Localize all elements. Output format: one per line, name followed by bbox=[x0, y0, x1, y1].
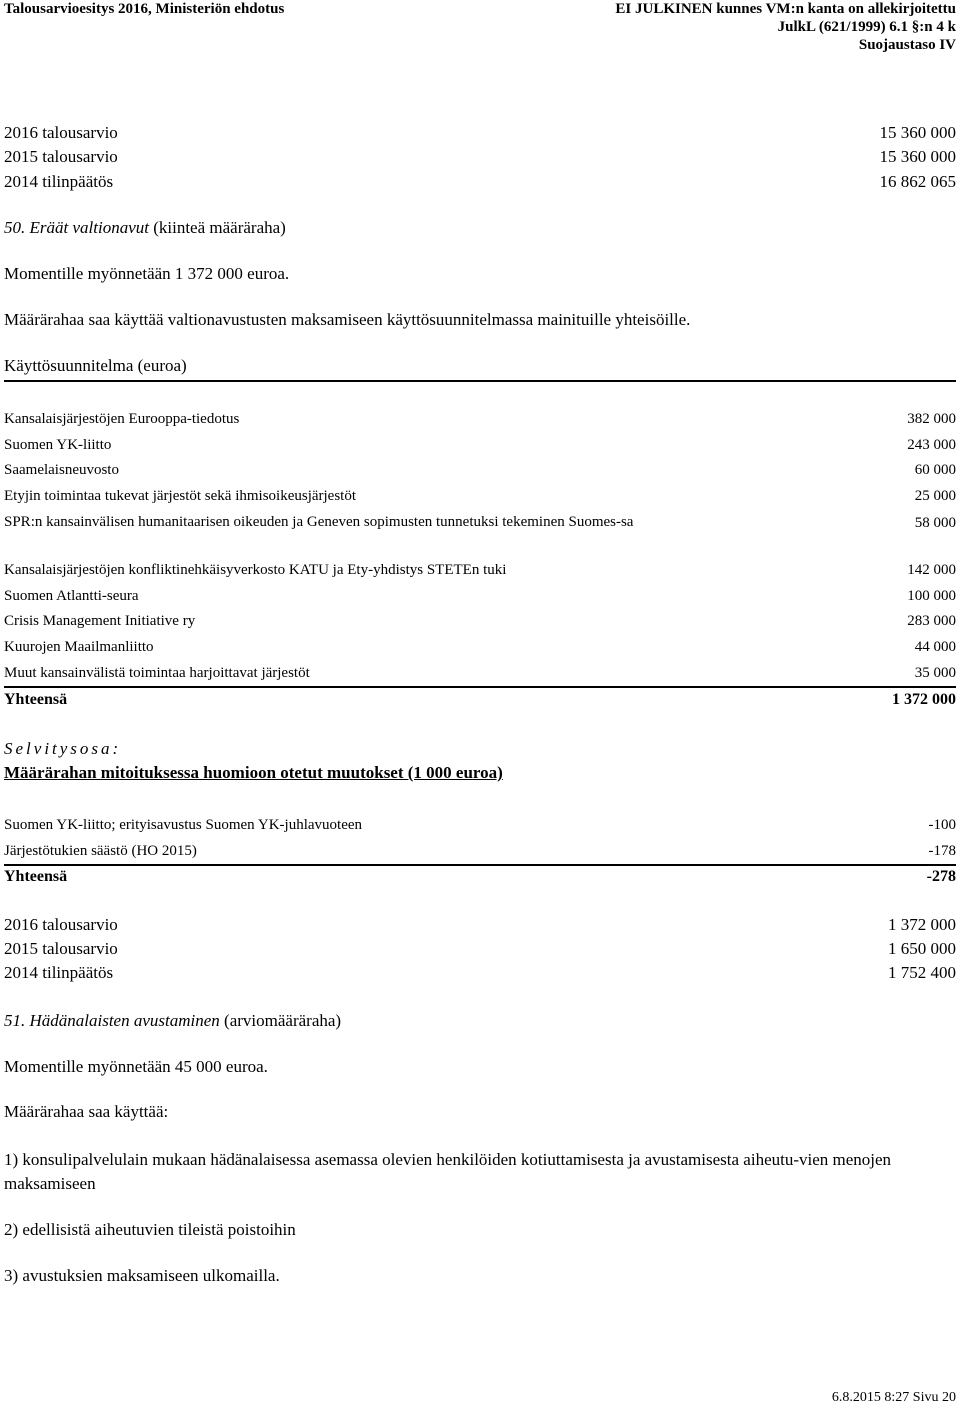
funding-value: 1 650 000 bbox=[888, 939, 956, 958]
plan-title: Käyttösuunnitelma (euroa) bbox=[4, 356, 187, 375]
plan-row-value: 44 000 bbox=[914, 639, 956, 655]
plan-row-value: 100 000 bbox=[907, 588, 956, 604]
section-51-usage-intro: Määrärahaa saa käyttää: bbox=[4, 1102, 169, 1121]
funding-value: 15 360 000 bbox=[879, 147, 956, 166]
plan-row bbox=[4, 459, 956, 481]
plan-row bbox=[4, 559, 956, 581]
changes-total-label: Yhteensä bbox=[4, 868, 68, 885]
section-50-title-name: 50. Eräät valtionavut bbox=[4, 218, 149, 237]
plan-row-value: 60 000 bbox=[914, 462, 956, 478]
plan-total-row bbox=[4, 689, 956, 711]
plan-row-value: 243 000 bbox=[907, 437, 956, 453]
plan-total-value: 1 372 000 bbox=[892, 691, 956, 708]
plan-row bbox=[4, 510, 956, 534]
plan-total-label: Yhteensä bbox=[4, 691, 68, 708]
plan-row-value: 382 000 bbox=[907, 411, 956, 427]
funding-row bbox=[4, 122, 956, 144]
plan-row-label: Muut kansainvälistä toimintaa harjoittavat järjestöt bbox=[4, 665, 310, 681]
plan-row-label: Suomen YK-liitto bbox=[4, 437, 112, 453]
funding-label: 2015 talousarvio bbox=[4, 147, 118, 166]
changes-total-value: -278 bbox=[926, 868, 956, 885]
document-title: Talousarvioesitys 2016, Ministeriön ehdotus bbox=[4, 1, 285, 17]
classification-line: Suojaustaso IV bbox=[858, 37, 956, 53]
funding-row bbox=[4, 146, 956, 168]
section-51-title-type: (arviomääräraha) bbox=[219, 1011, 342, 1030]
section-51-title-name: Hädänalaisten avustaminen bbox=[29, 1011, 220, 1030]
plan-row-label: Suomen Atlantti-seura bbox=[4, 588, 139, 604]
plan-row-value: 25 000 bbox=[914, 488, 956, 504]
changes-total-row bbox=[4, 866, 956, 888]
selvitysosa-heading: Selvitysosa: bbox=[4, 739, 122, 758]
funding-value: 16 862 065 bbox=[879, 172, 956, 191]
funding-value: 15 360 000 bbox=[879, 123, 956, 142]
plan-row-value: 283 000 bbox=[907, 613, 956, 629]
funding-value: 1 752 400 bbox=[888, 963, 956, 982]
classification-line: JulkL (621/1999) 6.1 §:n 4 k bbox=[777, 19, 956, 35]
plan-row-value: 142 000 bbox=[907, 562, 956, 578]
section-51-item: 1) konsulipalvelulain mukaan hädänalaisessa asemassa olevien henkilöiden kotiuttamisesta ja avustamisesta aiheutu-vien menojen maksamiseen bbox=[4, 1150, 892, 1193]
funding-row bbox=[4, 962, 956, 984]
funding-row bbox=[4, 938, 956, 960]
changes-row-value: -178 bbox=[928, 843, 956, 859]
plan-row-label: Saamelaisneuvosto bbox=[4, 462, 119, 478]
plan-row bbox=[4, 662, 956, 684]
section-50-title-type: (kiinteä määräraha) bbox=[148, 218, 286, 237]
plan-row-label: Kuurojen Maailmanliitto bbox=[4, 639, 154, 655]
changes-row-label: Järjestötukien säästö (HO 2015) bbox=[4, 843, 197, 859]
section-50-granted: Momentille myönnetään 1 372 000 euroa. bbox=[4, 264, 290, 283]
classification-line: EI JULKINEN kunnes VM:n kanta on allekirjoitettu bbox=[615, 1, 956, 17]
funding-label: 2016 talousarvio bbox=[4, 123, 118, 142]
page-footer: 6.8.2015 8:27 Sivu 20 bbox=[831, 1390, 956, 1405]
section-51-item: 3) avustuksien maksamiseen ulkomailla. bbox=[4, 1266, 280, 1285]
changes-row bbox=[4, 840, 956, 862]
changes-title: Määrärahan mitoituksessa huomioon otetut muutokset (1 000 euroa) bbox=[4, 763, 503, 782]
plan-row bbox=[4, 485, 956, 507]
section-51-title bbox=[4, 1010, 341, 1032]
funding-value: 1 372 000 bbox=[888, 915, 956, 934]
funding-label: 2016 talousarvio bbox=[4, 915, 118, 934]
plan-row-label: SPR:n kansainvälisen humanitaarisen oikeuden ja Geneven sopimusten tunnetuksi tekeminen Suomes-sa bbox=[4, 514, 634, 530]
plan-row bbox=[4, 434, 956, 456]
plan-total-rule bbox=[4, 686, 956, 688]
classification-block bbox=[615, 0, 956, 54]
section-51-granted: Momentille myönnetään 45 000 euroa. bbox=[4, 1057, 268, 1076]
plan-row bbox=[4, 585, 956, 607]
plan-row bbox=[4, 408, 956, 430]
funding-row bbox=[4, 171, 956, 193]
plan-row-label: Etyjin toimintaa tukevat järjestöt sekä ihmisoikeusjärjestöt bbox=[4, 488, 357, 504]
plan-row-label: Kansalaisjärjestöjen Eurooppa-tiedotus bbox=[4, 411, 240, 427]
changes-row bbox=[4, 814, 956, 836]
section-51-item: 2) edellisistä aiheutuvien tileistä poistoihin bbox=[4, 1220, 296, 1239]
plan-row-value: 58 000 bbox=[914, 515, 956, 531]
section-50-usage: Määrärahaa saa käyttää valtionavustusten maksamiseen käyttösuunnitelmassa mainituille yhteisöille. bbox=[4, 310, 691, 329]
section-50-title bbox=[4, 217, 286, 239]
plan-row-value: 35 000 bbox=[914, 665, 956, 681]
plan-row-label: Crisis Management Initiative ry bbox=[4, 613, 196, 629]
funding-label: 2015 talousarvio bbox=[4, 939, 118, 958]
changes-row-value: -100 bbox=[928, 817, 956, 833]
plan-row bbox=[4, 610, 956, 632]
section-51-title-num: 51. bbox=[4, 1011, 30, 1030]
changes-row-label: Suomen YK-liitto; erityisavustus Suomen YK-juhlavuoteen bbox=[4, 817, 363, 833]
funding-row bbox=[4, 914, 956, 936]
plan-top-rule bbox=[4, 380, 956, 382]
plan-row-label: Kansalaisjärjestöjen konfliktinehkäisyverkosto KATU ja Ety-yhdistys STETEn tuki bbox=[4, 562, 507, 578]
funding-label: 2014 tilinpäätös bbox=[4, 963, 114, 982]
plan-row bbox=[4, 636, 956, 658]
funding-label: 2014 tilinpäätös bbox=[4, 172, 114, 191]
